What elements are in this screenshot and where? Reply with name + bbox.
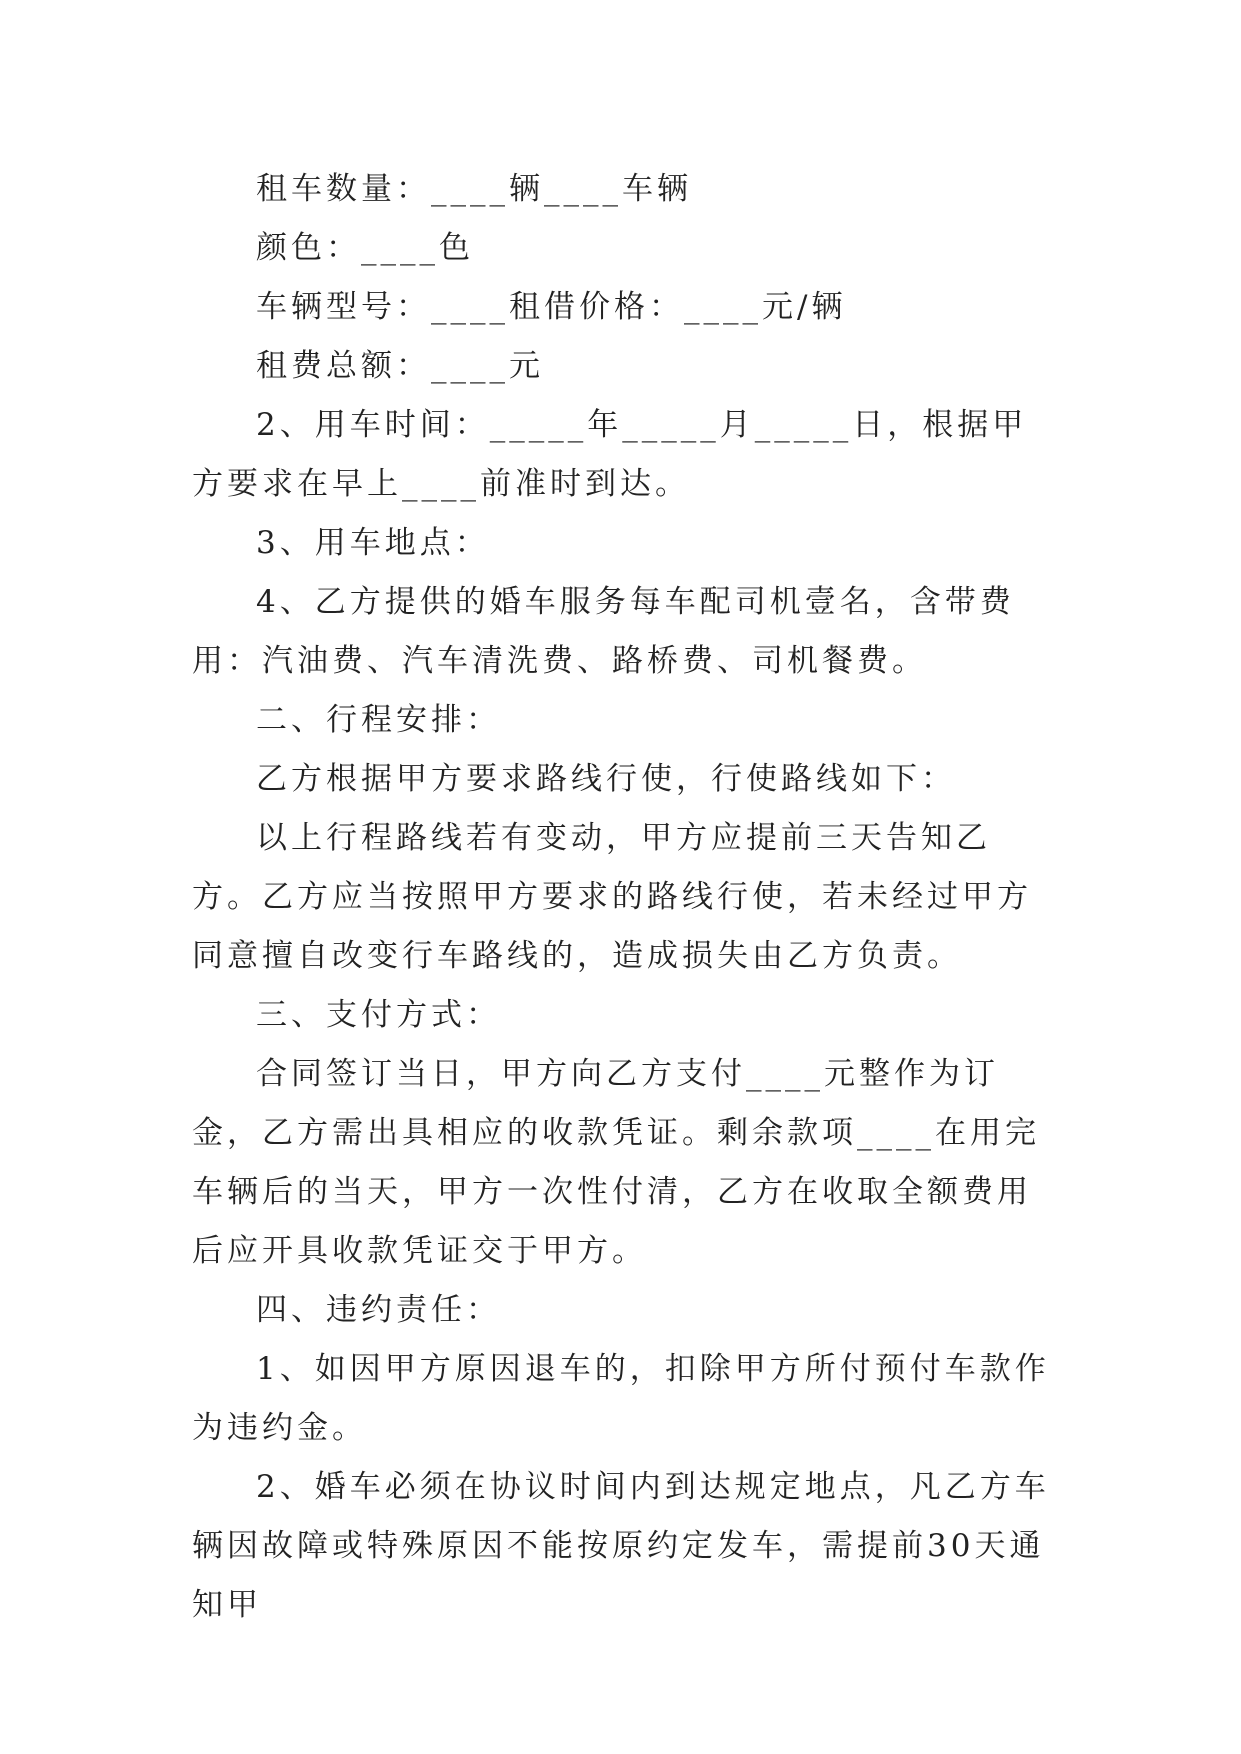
paragraph-payment-terms: 合同签订当日，甲方向乙方支付____元整作为订金，乙方需出具相应的收款凭证。剩余款项____在用完车辆后的当天，甲方一次性付清，乙方在收取全额费用后应开具收款凭证交于甲方。 [192, 1056, 1040, 1269]
paragraph-rental-quantity: 租车数量：____辆____车辆 [256, 171, 692, 207]
paragraph-route-change: 以上行程路线若有变动，甲方应提前三天告知乙方。乙方应当按照甲方要求的路线行使，若未经过甲方同意擅自改变行车路线的，造成损失由乙方负责。 [192, 820, 1032, 974]
section-heading-payment: 三、支付方式： [256, 997, 501, 1033]
paragraph-liability-1: 1、如因甲方原因退车的，扣除甲方所付预付车款作为违约金。 [192, 1351, 1050, 1446]
paragraph-route: 乙方根据甲方要求路线行使，行使路线如下： [256, 761, 956, 797]
section-heading-itinerary: 二、行程安排： [256, 702, 501, 738]
paragraph-liability-2: 2、婚车必须在协议时间内到达规定地点，凡乙方车辆因故障或特殊原因不能按原约定发车，需提前30天通知甲 [192, 1469, 1050, 1623]
document-body [192, 160, 1052, 1635]
paragraph-total-fee: 租费总额：____元 [256, 348, 544, 384]
section-heading-liability: 四、违约责任： [256, 1292, 501, 1328]
paragraph-usage-location: 3、用车地点： [256, 525, 490, 561]
paragraph-service-included: 4、乙方提供的婚车服务每车配司机壹名，含带费用：汽油费、汽车清洗费、路桥费、司机餐费。 [192, 584, 1015, 679]
paragraph-model-price: 车辆型号：____租借价格：____元/辆 [256, 289, 847, 325]
paragraph-color: 颜色：____色 [256, 230, 474, 266]
paragraph-usage-time: 2、用车时间：_____年_____月_____日，根据甲方要求在早上____前准时到达。 [192, 407, 1028, 502]
